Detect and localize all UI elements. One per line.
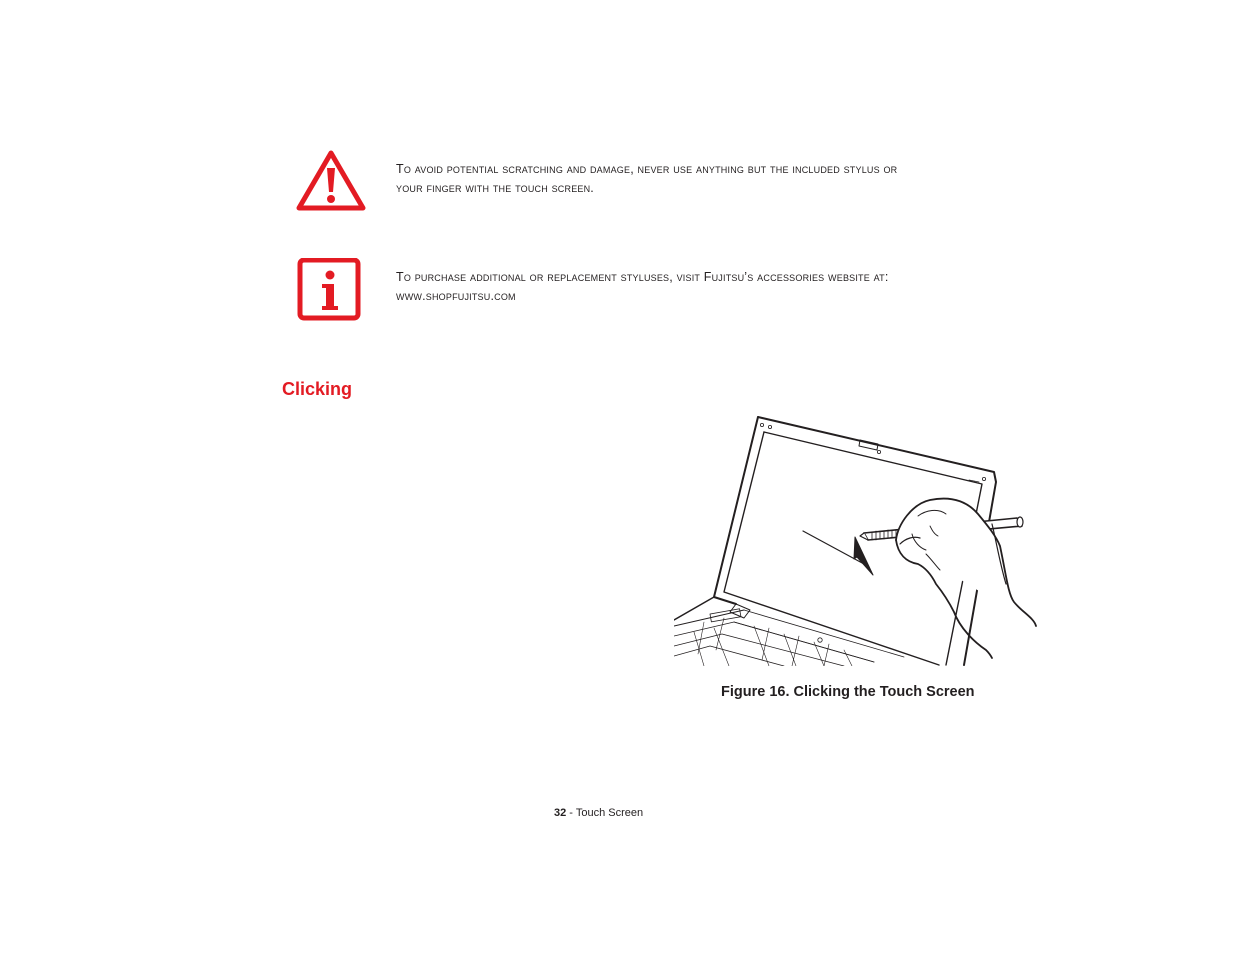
info-text <box>396 268 1061 306</box>
info-icon <box>296 258 362 322</box>
footer-section-title: Touch Screen <box>575 807 644 819</box>
warning-text-line-2: your finger with the touch screen. <box>396 181 594 195</box>
warning-text-line-1: To avoid potential scratching and damage, never use anything but the included stylus or <box>396 162 898 176</box>
warning-text <box>396 160 1061 198</box>
touch-screen-illustration <box>674 414 1044 666</box>
warning-triangle-icon <box>296 150 366 212</box>
info-text-line-1: To purchase additional or replacement styluses, visit Fujitsu’s accessories website at: <box>396 270 889 284</box>
info-text-link[interactable]: www.shopfujitsu.com <box>396 289 516 303</box>
page-footer <box>554 807 643 819</box>
figure-caption: Figure 16. Clicking the Touch Screen <box>721 684 975 700</box>
page-number: 32 <box>554 807 567 819</box>
footer-separator: - <box>566 807 576 819</box>
section-heading: Clicking <box>282 379 353 399</box>
